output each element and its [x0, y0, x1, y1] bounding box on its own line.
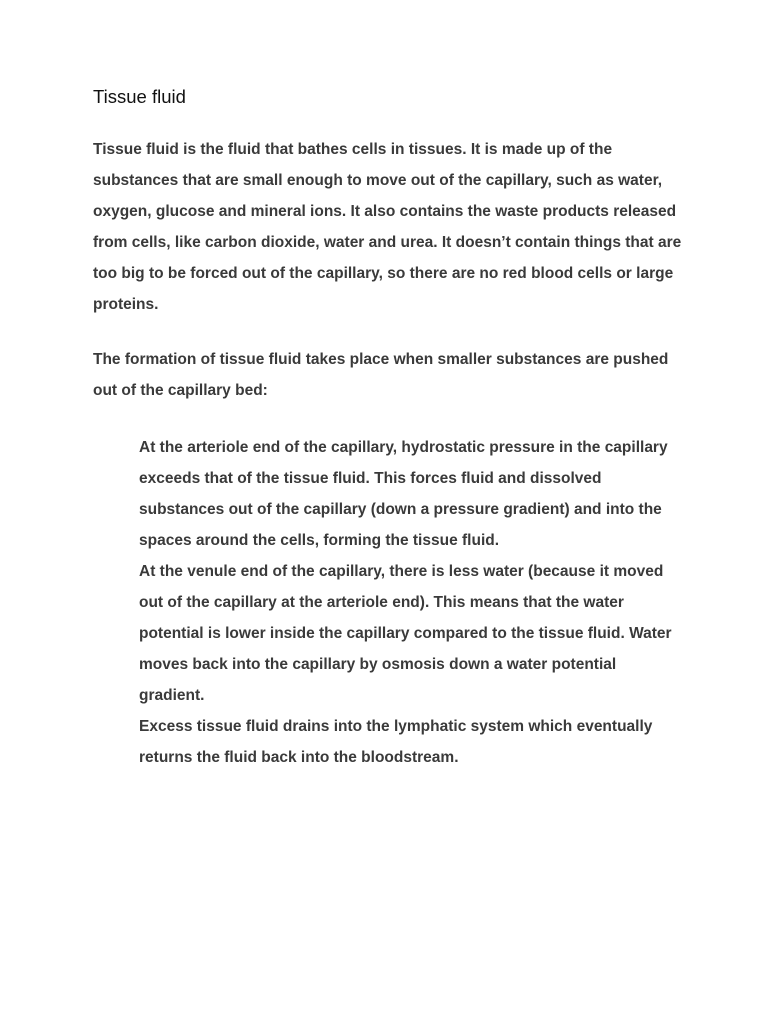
- formation-points-list: [139, 432, 684, 773]
- document-title: Tissue fluid: [93, 86, 186, 107]
- list-item-arteriole-end: At the arteriole end of the capillary, hydrostatic pressure in the capillary exceeds that of the tissue fluid. This forces fluid and dissolved substances out of the capillary (down a pressure gradient) and into the spaces around the cells, forming the tissue fluid.: [139, 439, 668, 549]
- intro-paragraph: Tissue fluid is the fluid that bathes cells in tissues. It is made up of the substances that are small enough to move out of the capillary, such as water, oxygen, glucose and mineral ions. It also contains the waste products released from cells, like carbon dioxide, water and urea. It doesn’t contain things that are too big to be forced out of the capillary, so there are no red blood cells or large proteins.: [93, 141, 682, 313]
- list-item-venule-end: At the venule end of the capillary, there is less water (because it moved out of the capillary at the arteriole end). This means that the water potential is lower inside the capillary compared to the tissue fluid. Water moves back into the capillary by osmosis down a water potential gradient.: [139, 563, 672, 704]
- list-item-lymphatic-drainage: Excess tissue fluid drains into the lymphatic system which eventually returns the fluid back into the bloodstream.: [139, 718, 653, 766]
- formation-paragraph: The formation of tissue fluid takes place when smaller substances are pushed out of the capillary bed:: [93, 351, 669, 399]
